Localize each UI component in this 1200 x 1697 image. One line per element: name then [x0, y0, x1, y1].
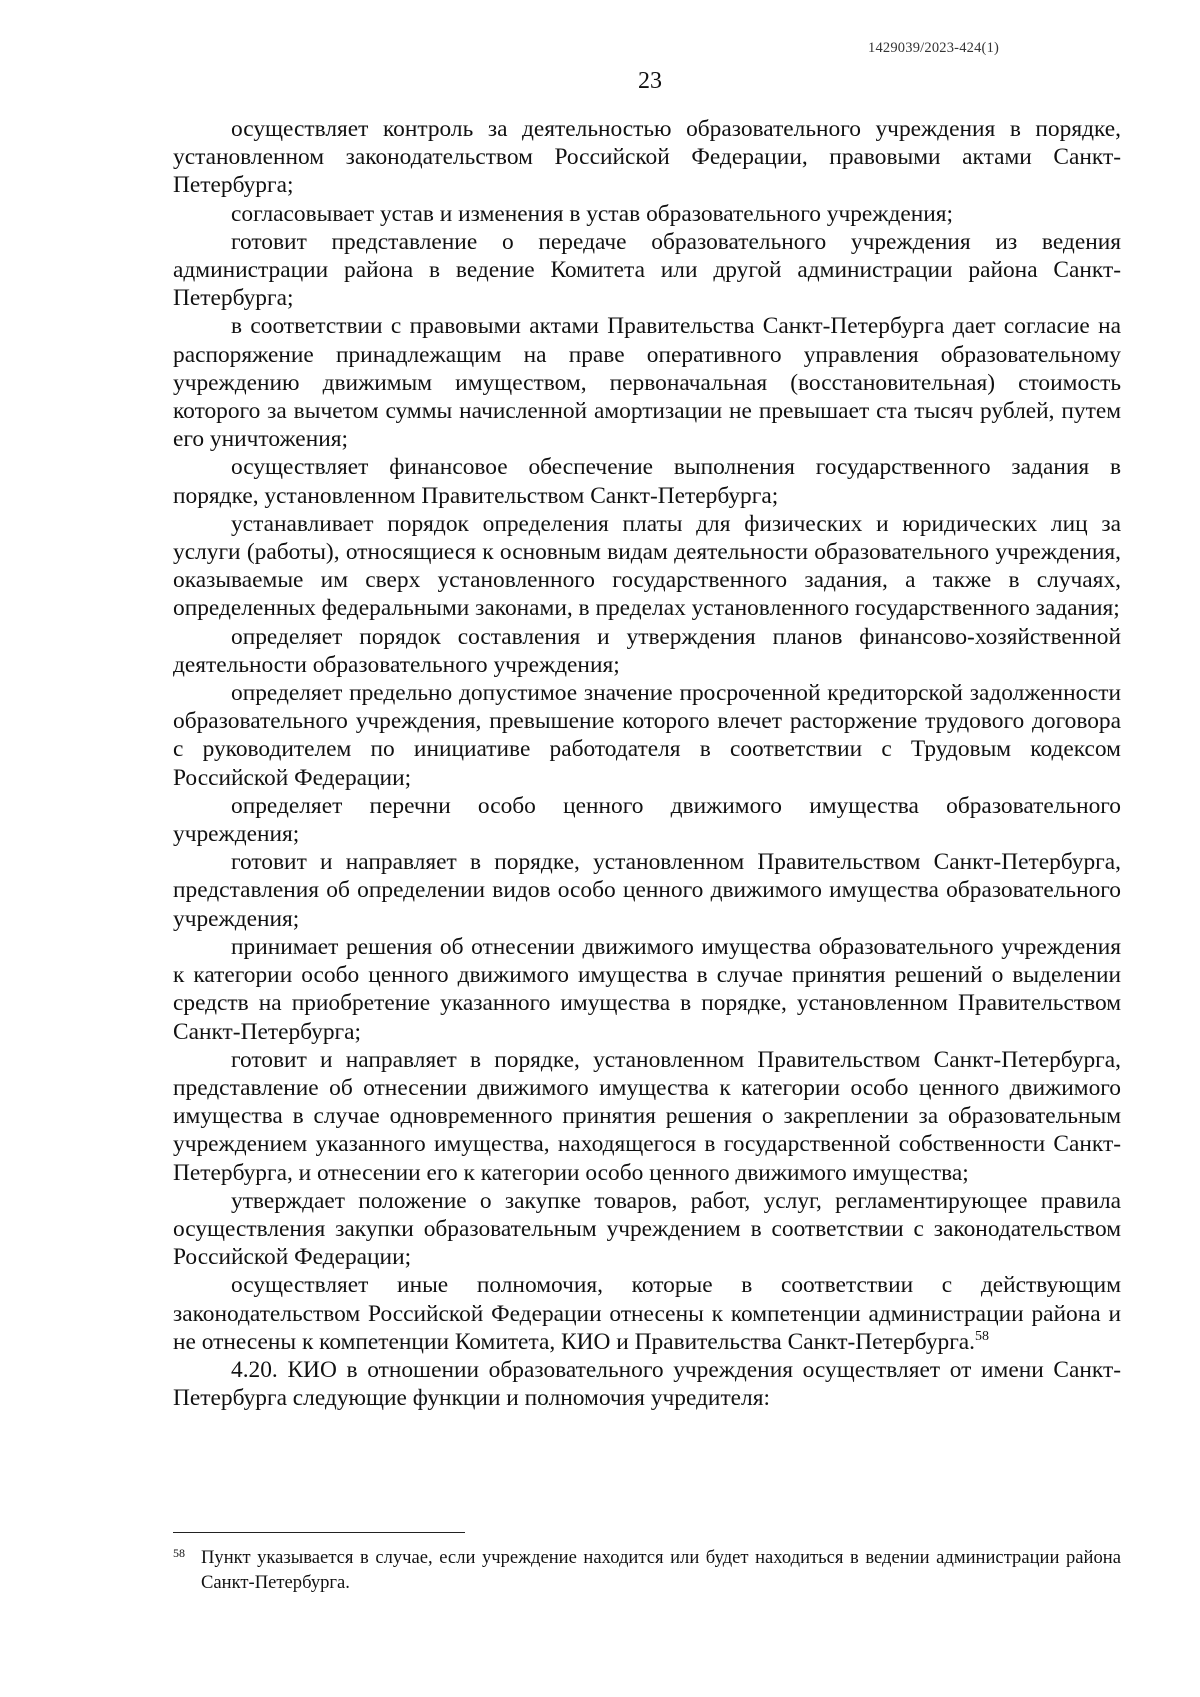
footnote-separator — [173, 1532, 465, 1533]
body-text — [173, 115, 1121, 1412]
paragraph: в соответствии с правовыми актами Правительства Санкт-Петербурга дает согласие на распоряжение принадлежащим на праве оперативного управления образовательному учреждению движимым имуществом, первоначальная (восстановительная) стоимость которого за вычетом суммы начисленной амортизации не превышает ста тысяч рублей, путем его уничтожения; — [173, 313, 1121, 453]
footnote-reference[interactable]: 58 — [975, 1328, 990, 1344]
footnote-mark: 58 — [173, 1546, 185, 1560]
footnote — [173, 1545, 1121, 1595]
paragraph: готовит и направляет в порядке, установленном Правительством Санкт-Петербурга, представление об отнесении движимого имущества к категории особо ценного движимого имущества в случае одновременного принятия решения о закреплении за образовательным учреждением указанного имущества, находящегося в государственной собственности Санкт-Петербурга, и отнесении его к категории особо ценного движимого имущества; — [173, 1046, 1121, 1186]
paragraph: готовит и направляет в порядке, установленном Правительством Санкт-Петербурга, представления об определении видов особо ценного движимого имущества образовательного учреждения; — [173, 849, 1121, 932]
paragraph: осуществляет контроль за деятельностью образовательного учреждения в порядке, установленном законодательством Российской Федерации, правовыми актами Санкт-Петербурга; — [173, 116, 1121, 199]
paragraph: определяет предельно допустимое значение просроченной кредиторской задолженности образовательного учреждения, превышение которого влечет расторжение трудового договора с руководителем по инициативе работодателя в соответствии с Трудовым кодексом Российской Федерации; — [173, 680, 1121, 791]
footnote-text: Пункт указывается в случае, если учреждение находится или будет находиться в ведении администрации района Санкт-Петербурга. — [201, 1547, 1121, 1593]
paragraph: осуществляет финансовое обеспечение выполнения государственного задания в порядке, установленном Правительством Санкт-Петербурга; — [173, 454, 1121, 509]
document-id: 1429039/2023-424(1) — [868, 40, 1000, 56]
paragraph: 4.20. КИО в отношении образовательного учреждения осуществляет от имени Санкт-Петербурга следующие функции и полномочия учредителя: — [173, 1356, 1121, 1412]
paragraph: утверждает положение о закупке товаров, работ, услуг, регламентирующее правила осуществления закупки образовательным учреждением в соответствии с законодательством Российской Федерации; — [173, 1187, 1121, 1271]
paragraph-with-footnote — [173, 1271, 1121, 1356]
paragraph: устанавливает порядок определения платы для физических и юридических лиц за услуги (работы), относящиеся к основным видам деятельности образовательного учреждения, оказываемые им сверх установленного государственного задания, а также в случаях, определенных федеральными законами, в пределах установленного государственного задания; — [173, 510, 1121, 622]
paragraph: принимает решения об отнесении движимого имущества образовательного учреждения к категории особо ценного движимого имущества в случае принятия решений о выделении средств на приобретение указанного имущества в порядке, установленном Правительством Санкт-Петербурга; — [173, 933, 1121, 1045]
paragraph: согласовывает устав и изменения в устав образовательного учреждения; — [231, 200, 954, 227]
paragraph: определяет перечни особо ценного движимого имущества образовательного учреждения; — [173, 792, 1121, 848]
paragraph-text: осуществляет иные полномочия, которые в соответствии с действующим законодательством Российской Федерации отнесены к компетенции администрации района и не отнесены к компетенции Комитета, КИО и Правительства Санкт-Петербурга. — [173, 1272, 1121, 1355]
paragraph: определяет порядок составления и утверждения планов финансово-хозяйственной деятельности образовательного учреждения; — [173, 623, 1121, 678]
paragraph: готовит представление о передаче образовательного учреждения из ведения администрации района в ведение Комитета или другой администрации района Санкт-Петербурга; — [173, 228, 1121, 312]
page-number: 23 — [638, 68, 662, 94]
